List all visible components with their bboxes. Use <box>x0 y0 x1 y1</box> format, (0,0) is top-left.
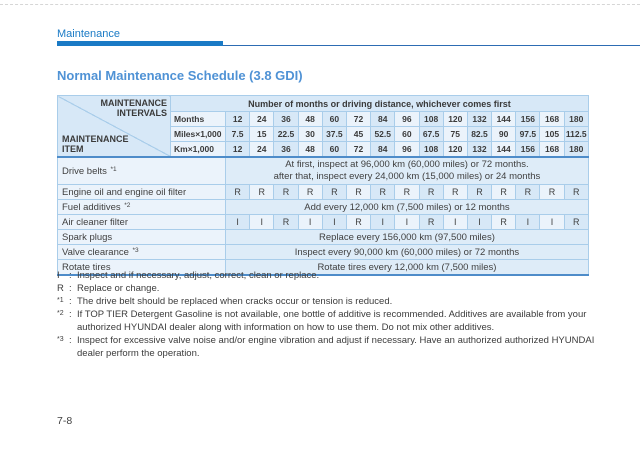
interval-value-cell: 84 <box>371 112 395 127</box>
interval-value-cell: 72 <box>346 142 370 158</box>
schedule-action-cell: R <box>564 185 588 200</box>
schedule-span-cell <box>226 230 589 245</box>
maintenance-schedule-table <box>57 95 589 276</box>
schedule-span-cell <box>226 157 589 185</box>
interval-value-cell: 144 <box>492 112 516 127</box>
footnote-reference: *2 <box>124 201 131 209</box>
item-row <box>58 230 589 245</box>
interval-unit-label: Km×1,000 <box>171 142 226 158</box>
interval-value-cell: 75 <box>443 127 467 142</box>
schedule-action-cell: R <box>371 185 395 200</box>
schedule-action-cell: R <box>443 185 467 200</box>
schedule-span-cell <box>226 245 589 260</box>
footnote <box>57 269 603 282</box>
corner-intervals-label: MAINTENANCE INTERVALS <box>100 98 167 118</box>
item-row <box>58 200 589 215</box>
page-number: 7-8 <box>57 415 73 427</box>
interval-value-cell: 96 <box>395 112 419 127</box>
interval-value-cell: 168 <box>540 142 564 158</box>
interval-value-cell: 132 <box>467 112 491 127</box>
schedule-action-cell: R <box>274 185 298 200</box>
table-header-row <box>58 96 589 112</box>
schedule-action-cell: R <box>492 215 516 230</box>
interval-value-cell: 48 <box>298 112 322 127</box>
schedule-span-line: after that, inspect every 24,000 km (15,000 miles) or 24 months <box>273 171 541 182</box>
interval-unit-label: Months <box>171 112 226 127</box>
footnote-marker: *3 <box>57 336 64 343</box>
schedule-action-cell: I <box>540 215 564 230</box>
interval-value-cell: 120 <box>443 142 467 158</box>
schedule-span-cell <box>226 200 589 215</box>
interval-value-cell: 37.5 <box>322 127 346 142</box>
item-label-cell: Air cleaner filter <box>58 215 226 230</box>
interval-value-cell: 156 <box>516 112 540 127</box>
interval-value-cell: 60 <box>395 127 419 142</box>
schedule-action-cell: R <box>322 185 346 200</box>
item-row <box>58 157 589 185</box>
footnote-colon: : <box>69 270 72 281</box>
interval-value-cell: 52.5 <box>371 127 395 142</box>
item-row <box>58 245 589 260</box>
chapter-header-bar <box>57 41 223 46</box>
interval-value-cell: 7.5 <box>226 127 250 142</box>
schedule-action-cell: R <box>250 185 274 200</box>
interval-value-cell: 90 <box>492 127 516 142</box>
item-label-cell: Drive belts $^{*1}$ <box>58 157 226 185</box>
footnote <box>57 308 603 334</box>
footnotes <box>57 269 603 360</box>
schedule-action-cell: I <box>226 215 250 230</box>
interval-value-cell: 72 <box>346 112 370 127</box>
item-label-cell: Valve clearance $^{*3}$ <box>58 245 226 260</box>
schedule-action-cell: I <box>250 215 274 230</box>
interval-value-cell: 82.5 <box>467 127 491 142</box>
interval-value-cell: 105 <box>540 127 564 142</box>
schedule-action-cell: I <box>516 215 540 230</box>
footnote-colon: : <box>69 309 72 320</box>
interval-span-header: Number of months or driving distance, whichever comes first <box>171 96 589 112</box>
schedule-span-line: Inspect every 90,000 km (60,000 miles) or 72 months <box>294 246 520 258</box>
interval-value-cell: 132 <box>467 142 491 158</box>
item-row <box>58 215 589 230</box>
schedule-action-cell: R <box>298 185 322 200</box>
schedule-action-cell: R <box>346 185 370 200</box>
interval-value-cell: 180 <box>564 112 588 127</box>
footnote <box>57 334 603 360</box>
interval-value-cell: 15 <box>250 127 274 142</box>
footnote-text: Inspect for excessive valve noise and/or engine vibration and adjust if necessary. Have an authorized authorized HYUNDAI dealer perform the operation. <box>77 335 595 359</box>
footnote-text: If TOP TIER Detergent Gasoline is not available, one bottle of additive is recommended. Additives are available from your authorized HYUNDAI dealer along with information on how to use them. Do not mix other additives. <box>77 309 587 333</box>
interval-value-cell: 168 <box>540 112 564 127</box>
footnote-reference: *3 <box>132 246 139 254</box>
interval-value-cell: 60 <box>322 112 346 127</box>
chapter-header: Maintenance <box>57 28 120 40</box>
item-row <box>58 185 589 200</box>
schedule-action-cell: R <box>226 185 250 200</box>
schedule-span-line: Replace every 156,000 km (97,500 miles) <box>319 231 495 243</box>
footnote-marker: *2 <box>57 310 64 317</box>
section-title: Normal Maintenance Schedule (3.8 GDI) <box>57 68 303 83</box>
schedule-action-cell: R <box>419 215 443 230</box>
interval-value-cell: 96 <box>395 142 419 158</box>
interval-value-cell: 180 <box>564 142 588 158</box>
schedule-action-cell: R <box>492 185 516 200</box>
interval-value-cell: 108 <box>419 112 443 127</box>
footnote <box>57 282 603 295</box>
interval-value-cell: 22.5 <box>274 127 298 142</box>
schedule-action-cell: I <box>467 215 491 230</box>
footnote-colon: : <box>69 283 72 294</box>
interval-value-cell: 45 <box>346 127 370 142</box>
interval-value-cell: 36 <box>274 112 298 127</box>
schedule-action-cell: R <box>346 215 370 230</box>
item-label-cell: Engine oil and engine oil filter <box>58 185 226 200</box>
interval-value-cell: 12 <box>226 142 250 158</box>
footnote-colon: : <box>69 335 72 346</box>
chapter-header-rule <box>223 45 640 46</box>
interval-value-cell: 12 <box>226 112 250 127</box>
interval-value-cell: 60 <box>322 142 346 158</box>
schedule-action-cell: I <box>298 215 322 230</box>
schedule-action-cell: I <box>443 215 467 230</box>
schedule-action-cell: I <box>395 215 419 230</box>
corner-item-label: MAINTENANCE ITEM <box>62 134 129 154</box>
footnote-text: The drive belt should be replaced when cracks occur or tension is reduced. <box>77 296 393 307</box>
schedule-action-cell: R <box>419 185 443 200</box>
interval-value-cell: 144 <box>492 142 516 158</box>
interval-value-cell: 24 <box>250 142 274 158</box>
interval-value-cell: 112.5 <box>564 127 588 142</box>
item-label-cell: Rotate tires <box>58 260 226 276</box>
schedule-action-cell: I <box>322 215 346 230</box>
item-label-cell: Fuel additives $^{*2}$ <box>58 200 226 215</box>
schedule-span-line: Add every 12,000 km (7,500 miles) or 12 months <box>304 201 510 213</box>
interval-value-cell: 24 <box>250 112 274 127</box>
interval-value-cell: 156 <box>516 142 540 158</box>
footnote-text: Inspect and if necessary, adjust, correct, clean or replace. <box>77 270 320 281</box>
footnote-colon: : <box>69 296 72 307</box>
schedule-span-line: At first, inspect at 96,000 km (60,000 miles) or 72 months. <box>285 159 529 170</box>
schedule-action-cell: R <box>467 185 491 200</box>
page-top-divider <box>0 4 640 5</box>
interval-unit-label: Miles×1,000 <box>171 127 226 142</box>
interval-value-cell: 120 <box>443 112 467 127</box>
schedule-action-cell: I <box>371 215 395 230</box>
interval-value-cell: 97.5 <box>516 127 540 142</box>
footnote-marker: R <box>57 283 64 294</box>
corner-cell <box>58 96 171 158</box>
interval-value-cell: 67.5 <box>419 127 443 142</box>
interval-value-cell: 48 <box>298 142 322 158</box>
schedule-action-cell: R <box>564 215 588 230</box>
schedule-action-cell: R <box>274 215 298 230</box>
schedule-span-line: Rotate tires every 12,000 km (7,500 miles) <box>317 261 497 273</box>
footnote-marker: I <box>57 270 60 281</box>
footnote <box>57 295 603 308</box>
footnote-text: Replace or change. <box>77 283 160 294</box>
item-label-cell: Spark plugs <box>58 230 226 245</box>
footnote-reference: *1 <box>110 165 117 173</box>
interval-value-cell: 30 <box>298 127 322 142</box>
interval-value-cell: 108 <box>419 142 443 158</box>
footnote-marker: *1 <box>57 297 64 304</box>
schedule-action-cell: R <box>516 185 540 200</box>
schedule-action-cell: R <box>395 185 419 200</box>
schedule-action-cell: R <box>540 185 564 200</box>
interval-value-cell: 84 <box>371 142 395 158</box>
interval-value-cell: 36 <box>274 142 298 158</box>
